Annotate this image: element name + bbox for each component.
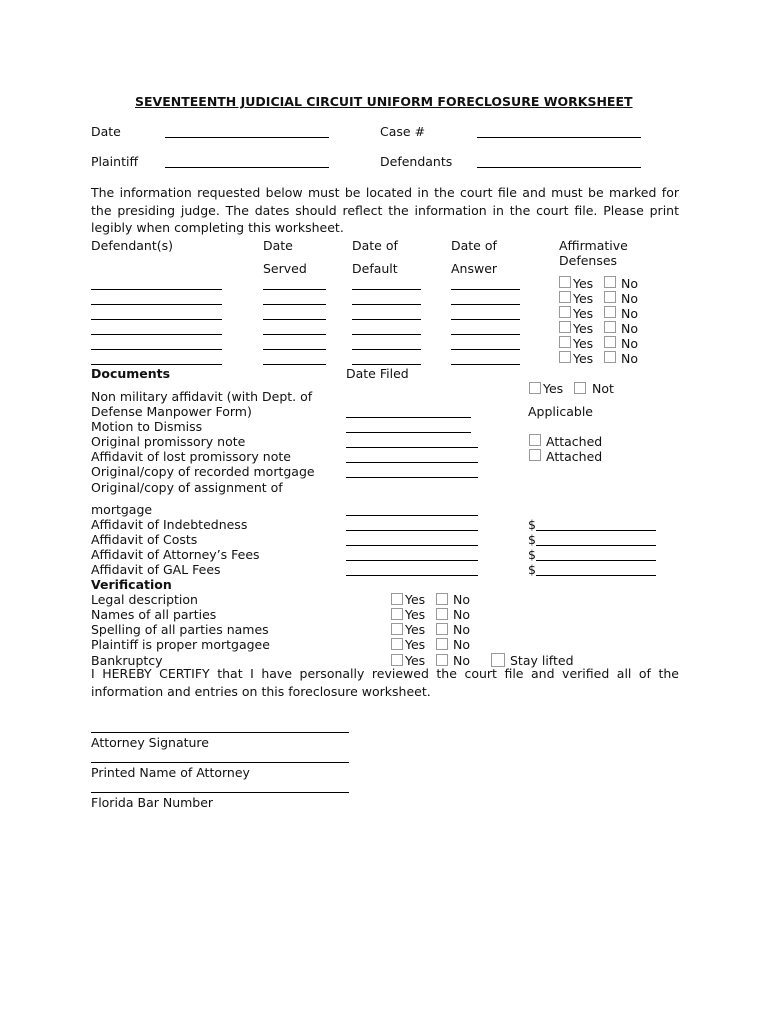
date-answer-field[interactable]	[451, 334, 520, 335]
doc-gal-fees: Affidavit of GAL Fees	[91, 562, 221, 577]
col-defendants: Defendant(s)	[91, 238, 174, 253]
yes-label: Yes	[405, 637, 426, 652]
bar-number-field[interactable]	[91, 792, 349, 793]
doc-non-military-line1: Non military affidavit (with Dept. of	[91, 389, 313, 404]
col-defenses: Defenses	[559, 253, 618, 268]
no-label: No	[621, 351, 638, 366]
doc-original-mortgage: Original/copy of recorded mortgage	[91, 464, 315, 479]
verification-heading: Verification	[91, 577, 172, 592]
no-label: No	[621, 336, 638, 351]
attorney-signature-field[interactable]	[91, 732, 349, 733]
spelling-yes-checkbox[interactable]	[391, 623, 403, 635]
yes-label: Yes	[573, 276, 594, 291]
date-default-field[interactable]	[352, 349, 421, 350]
yes-label: Yes	[405, 622, 426, 637]
date-default-field[interactable]	[352, 364, 421, 365]
legal-no-checkbox[interactable]	[436, 593, 448, 605]
intro-paragraph: The information requested below must be located in the court file and must be marked for the presiding judge. The dates should reflect the information in the court file. Please print legibly when completing this worksheet.	[91, 185, 679, 235]
defenses-no-checkbox[interactable]	[604, 321, 616, 333]
legal-yes-checkbox[interactable]	[391, 593, 403, 605]
defendant-name-field[interactable]	[91, 349, 222, 350]
dollar-sign: $	[528, 547, 536, 562]
doc-attorney-fees: Affidavit of Attorney’s Fees	[91, 547, 260, 562]
verify-bankruptcy: Bankruptcy	[91, 653, 163, 668]
attached-label: Attached	[546, 434, 603, 449]
defendants-field[interactable]	[477, 167, 641, 168]
gal-fees-amount-field[interactable]	[536, 575, 656, 576]
motion-dismiss-date-field[interactable]	[346, 432, 471, 433]
printed-name-label: Printed Name of Attorney	[91, 765, 250, 780]
original-mortgage-date-field[interactable]	[346, 477, 478, 478]
date-label: Date	[91, 124, 121, 139]
case-field[interactable]	[477, 137, 641, 138]
plaintiff-no-checkbox[interactable]	[436, 638, 448, 650]
stay-lifted-label: Stay lifted	[510, 653, 574, 668]
dollar-sign: $	[528, 562, 536, 577]
lost-note-date-field[interactable]	[346, 462, 478, 463]
doc-non-military-line2: Defense Manpower Form)	[91, 404, 252, 419]
plaintiff-label: Plaintiff	[91, 154, 139, 169]
doc-indebtedness: Affidavit of Indebtedness	[91, 517, 248, 532]
defenses-yes-checkbox[interactable]	[559, 321, 571, 333]
dollar-sign: $	[528, 517, 536, 532]
doc-motion-dismiss: Motion to Dismiss	[91, 419, 203, 434]
doc-assignment-line2: mortgage	[91, 502, 153, 517]
documents-heading: Documents	[91, 366, 171, 381]
costs-date-field[interactable]	[346, 545, 478, 546]
no-label: No	[621, 291, 638, 306]
verify-spelling: Spelling of all parties names	[91, 622, 269, 637]
plaintiff-field[interactable]	[165, 167, 329, 168]
col-answer: Answer	[451, 261, 498, 276]
doc-assignment-line1: Original/copy of assignment of	[91, 480, 283, 495]
page-title: SEVENTEENTH JUDICIAL CIRCUIT UNIFORM FORECLOSURE WORKSHEET	[135, 94, 633, 109]
date-served-field[interactable]	[263, 304, 326, 305]
yes-label: Yes	[573, 336, 594, 351]
defenses-no-checkbox[interactable]	[604, 276, 616, 288]
names-no-checkbox[interactable]	[436, 608, 448, 620]
non-military-not-applicable-checkbox[interactable]	[574, 382, 586, 394]
date-default-field[interactable]	[352, 319, 421, 320]
date-default-field[interactable]	[352, 289, 421, 290]
spelling-no-checkbox[interactable]	[436, 623, 448, 635]
dollar-sign: $	[528, 532, 536, 547]
date-served-field[interactable]	[263, 349, 326, 350]
defenses-no-checkbox[interactable]	[604, 291, 616, 303]
defenses-no-checkbox[interactable]	[604, 306, 616, 318]
date-answer-field[interactable]	[451, 289, 520, 290]
defendant-name-field[interactable]	[91, 319, 222, 320]
date-answer-field[interactable]	[451, 349, 520, 350]
indebtedness-amount-field[interactable]	[536, 530, 656, 531]
names-yes-checkbox[interactable]	[391, 608, 403, 620]
no-label: No	[621, 276, 638, 291]
non-military-yes-checkbox[interactable]	[529, 382, 541, 394]
date-answer-field[interactable]	[451, 304, 520, 305]
attached-label: Attached	[546, 449, 603, 464]
date-served-field[interactable]	[263, 289, 326, 290]
defendant-name-field[interactable]	[91, 304, 222, 305]
no-label: No	[453, 622, 470, 637]
date-default-field[interactable]	[352, 334, 421, 335]
applicable-label: Applicable	[528, 404, 593, 419]
no-label: No	[621, 321, 638, 336]
doc-costs: Affidavit of Costs	[91, 532, 198, 547]
gal-fees-date-field[interactable]	[346, 575, 478, 576]
defendant-name-field[interactable]	[91, 364, 222, 365]
defenses-yes-checkbox[interactable]	[559, 336, 571, 348]
yes-label: Yes	[573, 351, 594, 366]
yes-label: Yes	[573, 306, 594, 321]
no-label: No	[453, 653, 470, 668]
indebtedness-date-field[interactable]	[346, 530, 478, 531]
date-served-field[interactable]	[263, 334, 326, 335]
defendants-label: Defendants	[380, 154, 453, 169]
plaintiff-yes-checkbox[interactable]	[391, 638, 403, 650]
case-label: Case #	[380, 124, 426, 139]
defenses-yes-checkbox[interactable]	[559, 291, 571, 303]
no-label: No	[453, 607, 470, 622]
not-label: Not	[592, 381, 614, 396]
non-military-date-field[interactable]	[346, 417, 471, 418]
defenses-yes-checkbox[interactable]	[559, 306, 571, 318]
bar-number-label: Florida Bar Number	[91, 795, 214, 810]
yes-label: Yes	[573, 321, 594, 336]
certify-paragraph: I HEREBY CERTIFY that I have personally reviewed the court file and verified all of the information and entries on this foreclosure worksheet.	[91, 666, 679, 699]
assignment-date-field[interactable]	[346, 515, 478, 516]
defenses-no-checkbox[interactable]	[604, 336, 616, 348]
attorney-signature-label: Attorney Signature	[91, 735, 209, 750]
col-date: Date	[263, 238, 293, 253]
verify-plaintiff: Plaintiff is proper mortgagee	[91, 637, 270, 652]
costs-amount-field[interactable]	[536, 545, 656, 546]
doc-lost-note: Affidavit of lost promissory note	[91, 449, 291, 464]
date-answer-field[interactable]	[451, 364, 520, 365]
yes-label: Yes	[405, 592, 426, 607]
no-label: No	[453, 592, 470, 607]
date-answer-field[interactable]	[451, 319, 520, 320]
defenses-no-checkbox[interactable]	[604, 351, 616, 363]
date-field[interactable]	[165, 137, 329, 138]
yes-label: Yes	[573, 291, 594, 306]
defendant-name-field[interactable]	[91, 334, 222, 335]
defendant-name-field[interactable]	[91, 289, 222, 290]
date-default-field[interactable]	[352, 304, 421, 305]
col-date-of-answer: Date of	[451, 238, 497, 253]
original-note-date-field[interactable]	[346, 447, 478, 448]
defenses-yes-checkbox[interactable]	[559, 276, 571, 288]
lost-note-attached-checkbox[interactable]	[529, 449, 541, 461]
original-note-attached-checkbox[interactable]	[529, 434, 541, 446]
col-served: Served	[263, 261, 307, 276]
col-date-of-default: Date of	[352, 238, 398, 253]
col-default: Default	[352, 261, 398, 276]
yes-label: Yes	[543, 381, 564, 396]
attorney-fees-date-field[interactable]	[346, 560, 478, 561]
no-label: No	[453, 637, 470, 652]
yes-label: Yes	[405, 653, 426, 668]
yes-label: Yes	[405, 607, 426, 622]
verify-legal-description: Legal description	[91, 592, 198, 607]
date-filed-heading: Date Filed	[346, 366, 409, 381]
date-served-field[interactable]	[263, 364, 326, 365]
no-label: No	[621, 306, 638, 321]
printed-name-field[interactable]	[91, 762, 349, 763]
attorney-fees-amount-field[interactable]	[536, 560, 656, 561]
date-served-field[interactable]	[263, 319, 326, 320]
doc-original-note: Original promissory note	[91, 434, 246, 449]
col-affirmative: Affirmative	[559, 238, 628, 253]
verify-names: Names of all parties	[91, 607, 217, 622]
defenses-yes-checkbox[interactable]	[559, 351, 571, 363]
